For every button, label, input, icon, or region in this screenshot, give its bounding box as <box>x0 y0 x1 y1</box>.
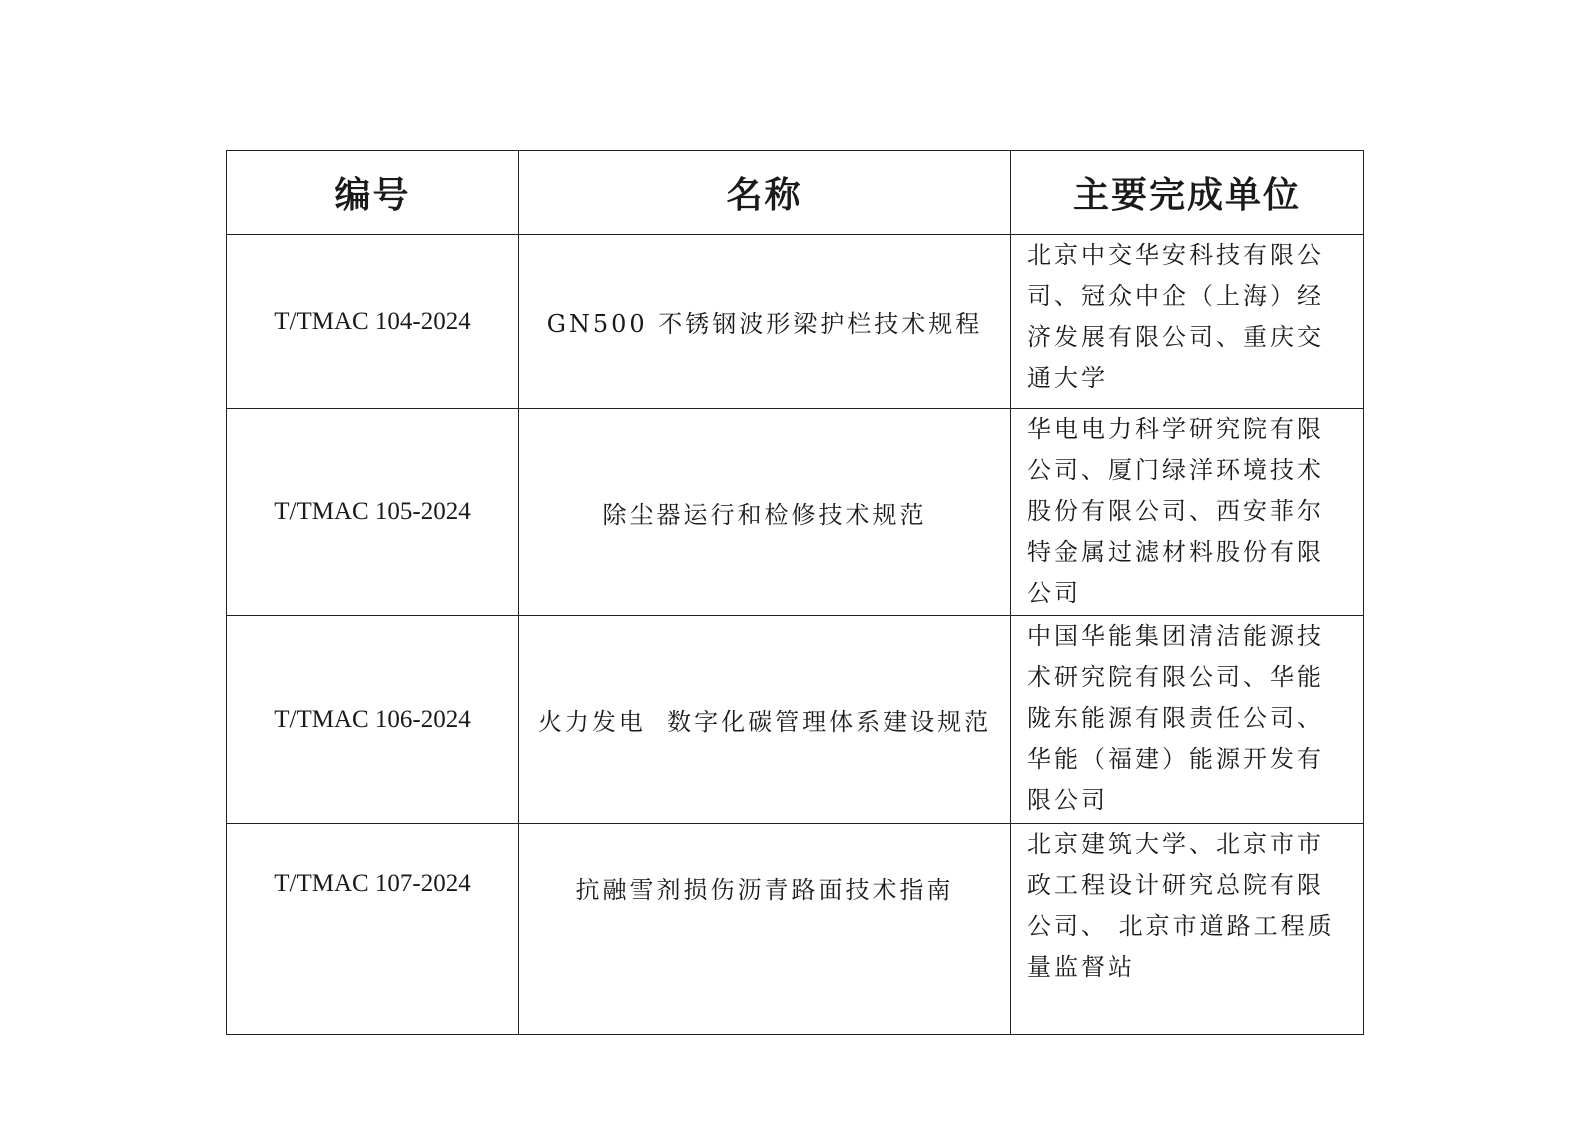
table-row <box>227 409 1364 616</box>
standard-code: T/TMAC 107-2024 <box>227 824 519 1035</box>
completing-units: 中国华能集团清洁能源技术研究院有限公司、华能陇东能源有限责任公司、华能（福建）能源开发有限公司 <box>1027 622 1324 814</box>
table-row <box>227 824 1364 1035</box>
header-name: 名称 <box>519 151 1011 235</box>
completing-units-cell <box>1011 235 1364 409</box>
standard-name: GN500 不锈钢波形梁护栏技术规程 <box>519 235 1011 409</box>
completing-units: 华电电力科学研究院有限公司、厦门绿洋环境技术股份有限公司、西安菲尔特金属过滤材料股份有限公司 <box>1027 415 1324 607</box>
standard-code: T/TMAC 105-2024 <box>227 409 519 616</box>
completing-units-cell <box>1011 616 1364 824</box>
header-unit: 主要完成单位 <box>1011 151 1364 235</box>
header-code: 编号 <box>227 151 519 235</box>
completing-units-cell <box>1011 409 1364 616</box>
standards-table <box>226 150 1364 1035</box>
standard-name: 除尘器运行和检修技术规范 <box>519 409 1011 616</box>
standard-code: T/TMAC 104-2024 <box>227 235 519 409</box>
standard-name: 抗融雪剂损伤沥青路面技术指南 <box>519 824 1011 1035</box>
completing-units: 北京建筑大学、北京市市政工程设计研究总院有限公司、 北京市道路工程质量监督站 <box>1027 830 1335 981</box>
standard-code: T/TMAC 106-2024 <box>227 616 519 824</box>
standard-name: 火力发电 数字化碳管理体系建设规范 <box>519 616 1011 824</box>
table-row <box>227 235 1364 409</box>
table-row <box>227 616 1364 824</box>
header-row <box>227 151 1364 235</box>
completing-units-cell <box>1011 824 1364 1035</box>
completing-units: 北京中交华安科技有限公司、冠众中企（上海）经济发展有限公司、重庆交通大学 <box>1027 241 1324 392</box>
